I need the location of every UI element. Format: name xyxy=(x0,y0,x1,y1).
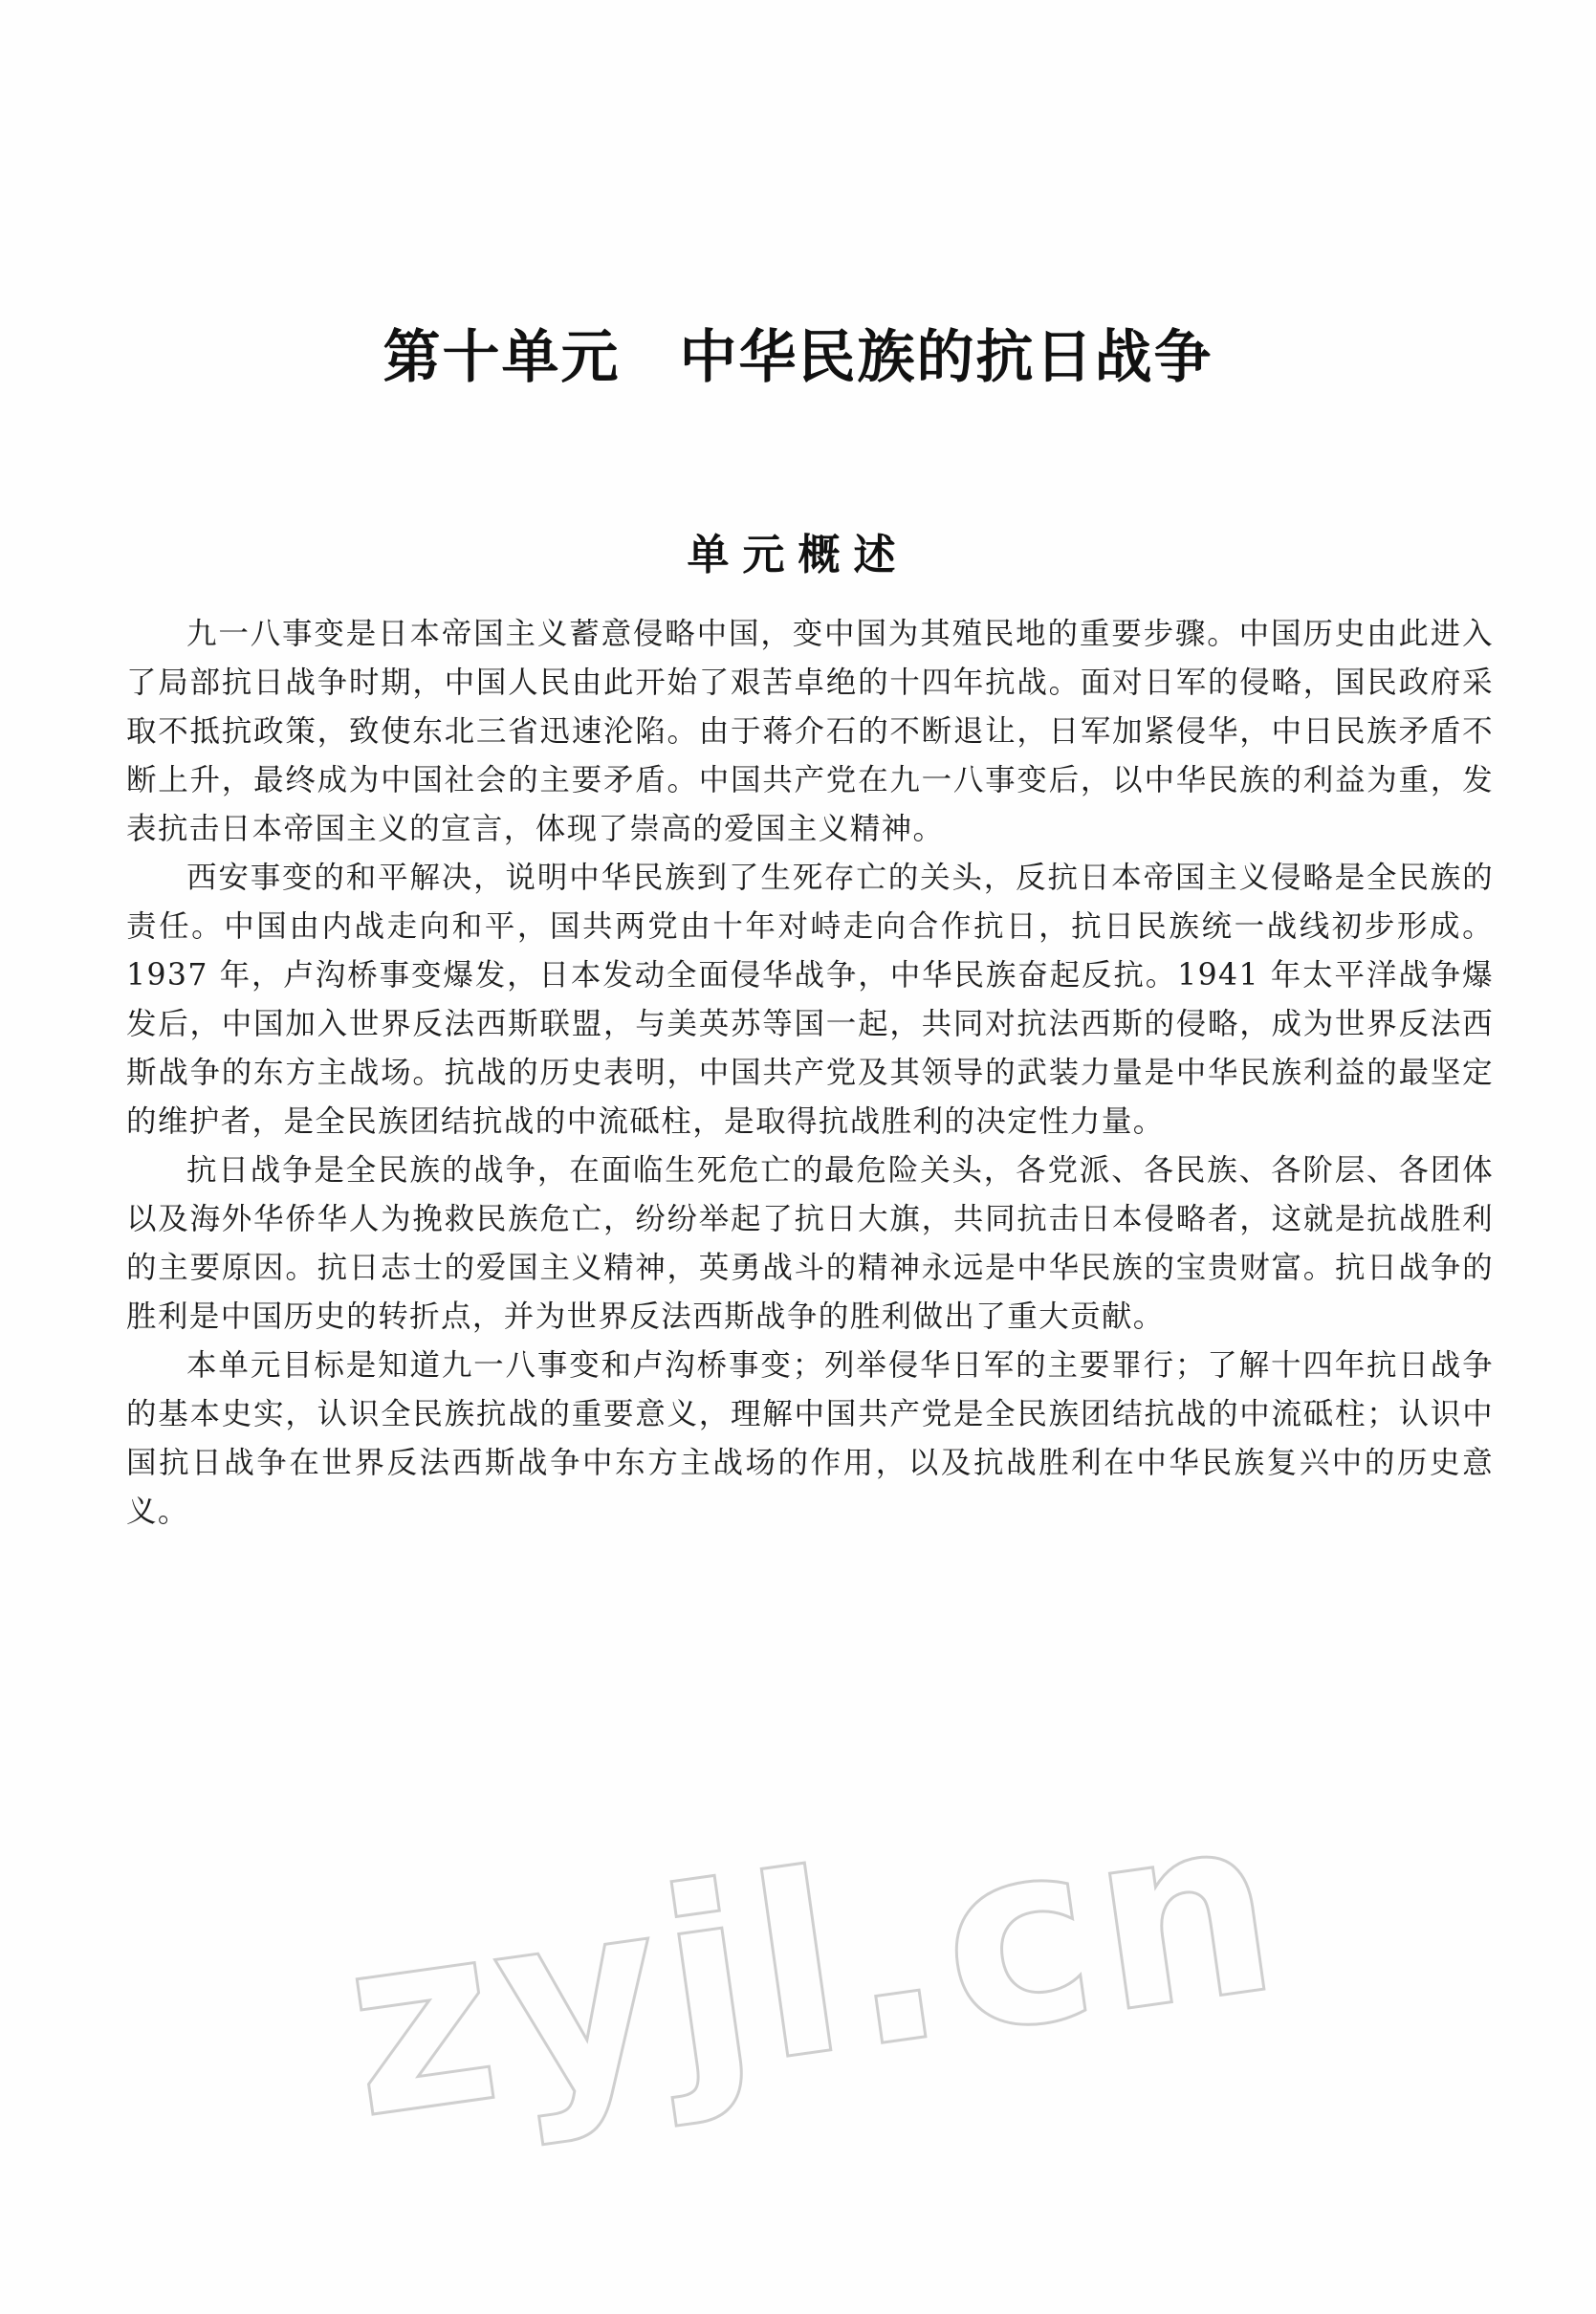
paragraph: 西安事变的和平解决，说明中华民族到了生死存亡的关头，反抗日本帝国主义侵略是全民族的责任。中国由内战走向和平，国共两党由十年对峙走向合作抗日，抗日民族统一战线初步形成。1937 年，卢沟桥事变爆发，日本发动全面侵华战争，中华民族奋起反抗。1941 年太平洋战争爆发后，中国加入世界反法西斯联盟，与美英苏等国一起，共同对抗法西斯的侵略，成为世界反法西斯战争的东方主战场。抗战的历史表明，中国共产党及其领导的武装力量是中华民族利益的最坚定的维护者，是全民族团结抗战的中流砥柱，是取得抗战胜利的决定性力量。 xyxy=(126,861,1494,1139)
unit-title: 第十单元 中华民族的抗日战争 xyxy=(383,324,1213,391)
paragraph: 九一八事变是日本帝国主义蓄意侵略中国，变中国为其殖民地的重要步骤。中国历史由此进入了局部抗日战争时期，中国人民由此开始了艰苦卓绝的十四年抗战。面对日军的侵略，国民政府采取不抵抗政策，致使东北三省迅速沦陷。由于蒋介石的不断退让，日军加紧侵华，中日民族矛盾不断上升，最终成为中国社会的主要矛盾。中国共产党在九一八事变后，以中华民族的利益为重，发表抗击日本帝国主义的宣言，体现了崇高的爱国主义精神。 xyxy=(126,617,1494,846)
paragraph: 抗日战争是全民族的战争，在面临生死危亡的最危险关头，各党派、各民族、各阶层、各团体以及海外华侨华人为挽救民族危亡，纷纷举起了抗日大旗，共同抗击日本侵略者，这就是抗战胜利的主要原因。抗日志士的爱国主义精神，英勇战斗的精神永远是中华民族的宝贵财富。抗日战争的胜利是中国历史的转折点，并为世界反法西斯战争的胜利做出了重大贡献。 xyxy=(126,1153,1494,1334)
section-heading: 单元概述 xyxy=(687,531,909,579)
paragraph: 本单元目标是知道九一八事变和卢沟桥事变；列举侵华日军的主要罪行；了解十四年抗日战争的基本史实，认识全民族抗战的重要意义，理解中国共产党是全民族团结抗战的中流砥柱；认识中国抗日战争在世界反法西斯战争中东方主战场的作用，以及抗战胜利在中华民族复兴中的历史意义。 xyxy=(126,1348,1494,1529)
unit-overview-body xyxy=(126,610,1494,1537)
watermark: zyjl.cn xyxy=(330,1757,1298,2175)
